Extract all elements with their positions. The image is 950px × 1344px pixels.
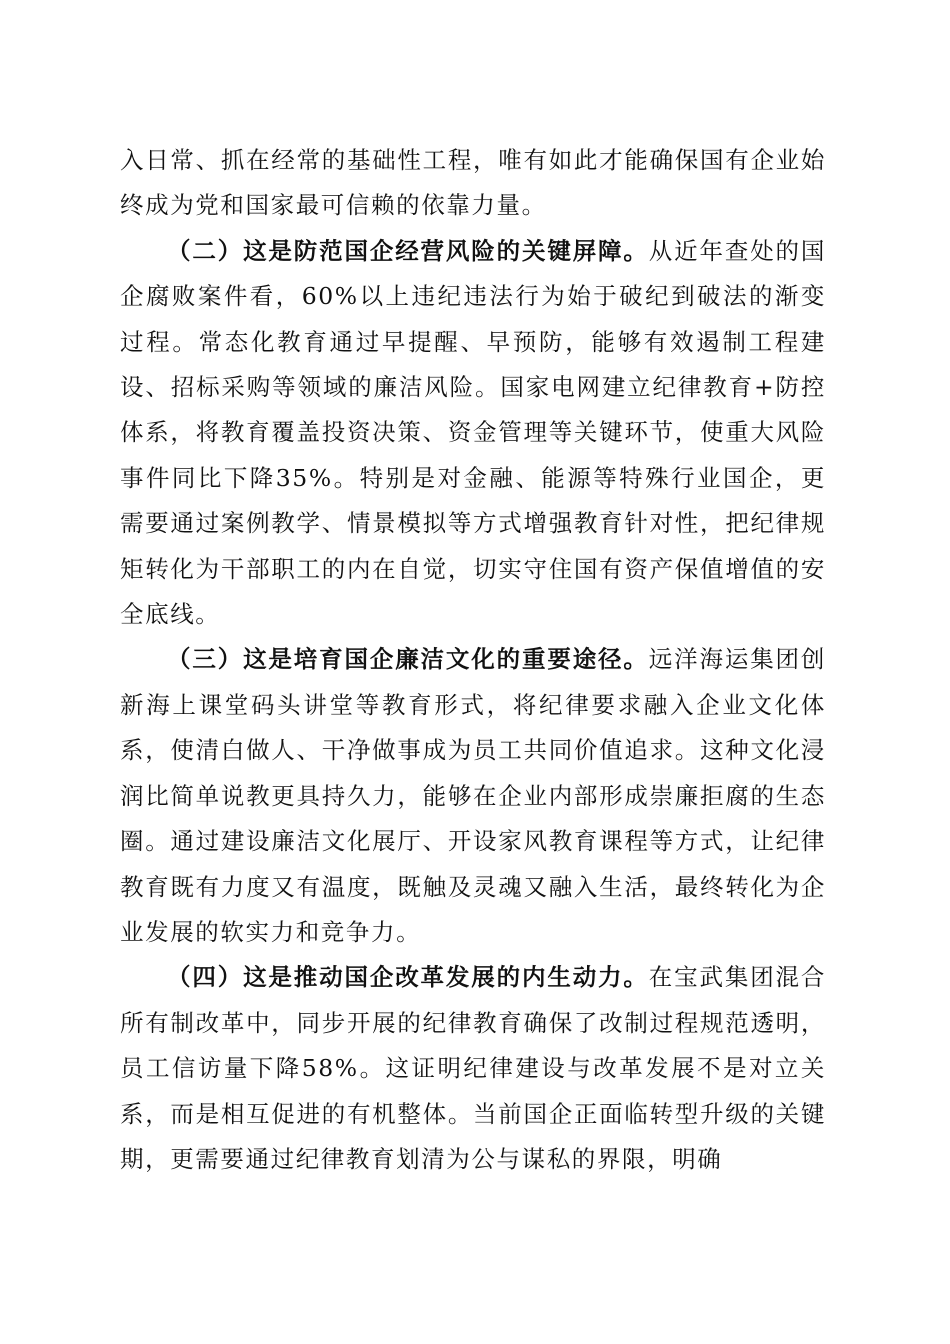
paragraph-text: 远洋海运集团创新海上课堂码头讲堂等教育形式，将纪律要求融入企业文化体系，使清白做人、干净做事成为员工共同价值追求。这种文化浸润比简单说教更具持久力，能够在企业内部形成崇廉拒腐的生态圈。通过建设廉洁文化展厅、开设家风教育课程等方式，让纪律教育既有力度又有温度，既触及灵魂又融入生活，最终转化为企业发展的软实力和竞争力。 bbox=[120, 645, 826, 946]
paragraph-section-4 bbox=[120, 955, 826, 1182]
document-body bbox=[120, 138, 826, 1182]
paragraph-section-3 bbox=[120, 637, 826, 955]
section-heading: （四）这是推动国企改革发展的内生动力。 bbox=[167, 963, 649, 992]
paragraph-continuation bbox=[120, 138, 826, 229]
section-heading: （二）这是防范国企经营风险的关键屏障。 bbox=[167, 236, 649, 265]
paragraph-text: 入日常、抓在经常的基础性工程，唯有如此才能确保国有企业始终成为党和国家最可信赖的依靠力量。 bbox=[120, 146, 826, 220]
section-heading: （三）这是培育国企廉洁文化的重要途径。 bbox=[167, 645, 649, 674]
paragraph-text: 在宝武集团混合所有制改革中，同步开展的纪律教育确保了改制过程规范透明，员工信访量下降58%。这证明纪律建设与改革发展不是对立关系，而是相互促进的有机整体。当前国企正面临转型升级的关键期，更需要通过纪律教育划清为公与谋私的界限，明确 bbox=[120, 963, 826, 1173]
paragraph-text: 从近年查处的国企腐败案件看，60%以上违纪违法行为始于破纪到破法的渐变过程。常态化教育通过早提醒、早预防，能够有效遏制工程建设、招标采购等领域的廉洁风险。国家电网建立纪律教育+防控体系，将教育覆盖投资决策、资金管理等关键环节，使重大风险事件同比下降35%。特别是对金融、能源等特殊行业国企，更需要通过案例教学、情景模拟等方式增强教育针对性，把纪律规矩转化为干部职工的内在自觉，切实守住国有资产保值增值的安全底线。 bbox=[120, 236, 826, 629]
paragraph-section-2 bbox=[120, 229, 826, 638]
